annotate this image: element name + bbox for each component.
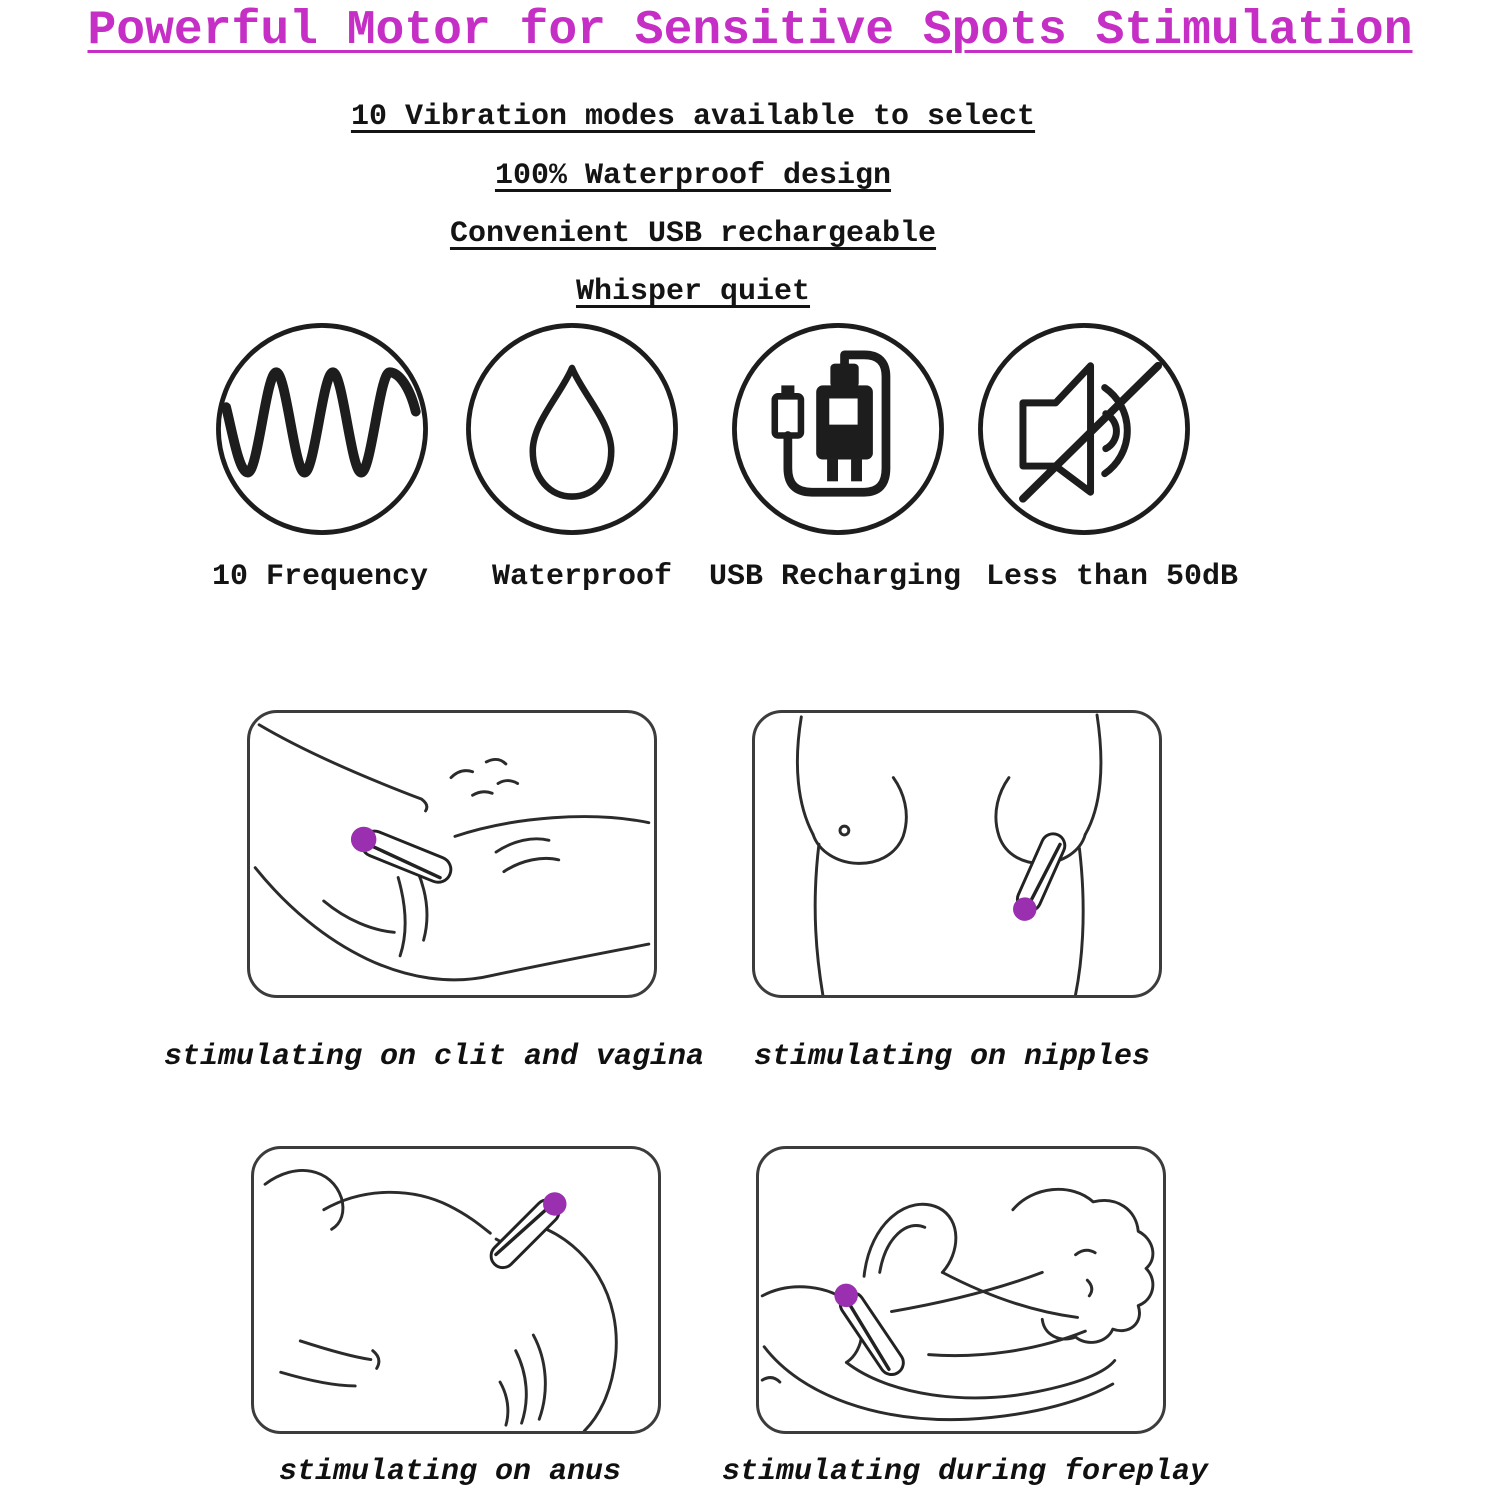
feature-line-quiet: Whisper quiet — [575, 275, 811, 309]
anus-illustration — [254, 1149, 658, 1431]
caption-clit-vagina: stimulating on clit and vagina — [163, 1040, 705, 1074]
usage-panel-anus — [251, 1146, 661, 1434]
clit-and-vagina-illustration — [250, 713, 654, 995]
page-title: Powerful Motor for Sensitive Spots Stimulation — [87, 4, 1413, 58]
quiet-label: Less than 50dB — [985, 560, 1239, 594]
vibrator — [1009, 830, 1068, 925]
muted-speaker-icon — [975, 320, 1193, 538]
usage-panel-nipples — [752, 710, 1162, 998]
usage-panel-clit-vagina — [247, 710, 657, 998]
quiet-icon-circle — [975, 320, 1193, 538]
vibrator — [347, 823, 455, 886]
usb-charger-icon — [729, 320, 947, 538]
nipples-illustration — [755, 713, 1159, 995]
frequency-label: 10 Frequency — [211, 560, 429, 594]
feature-line-waterproof: 100% Waterproof design — [494, 159, 892, 193]
feature-line-vibration-modes: 10 Vibration modes available to select — [350, 100, 1036, 134]
vibrator — [830, 1279, 908, 1379]
usb-recharging-label: USB Recharging — [708, 560, 962, 594]
caption-nipples: stimulating on nipples — [753, 1040, 1151, 1074]
vibrator — [486, 1187, 571, 1272]
waterproof-label: Waterproof — [491, 560, 673, 594]
usb-recharging-icon-circle — [729, 320, 947, 538]
foreplay-illustration — [759, 1149, 1163, 1431]
feature-line-usb: Convenient USB rechargeable — [449, 217, 937, 251]
sine-wave-icon — [213, 320, 431, 538]
waterproof-icon-circle — [463, 320, 681, 538]
caption-foreplay: stimulating during foreplay — [721, 1455, 1209, 1489]
frequency-icon-circle — [213, 320, 431, 538]
usage-panel-foreplay — [756, 1146, 1166, 1434]
water-drop-icon — [463, 320, 681, 538]
caption-anus: stimulating on anus — [278, 1455, 622, 1489]
